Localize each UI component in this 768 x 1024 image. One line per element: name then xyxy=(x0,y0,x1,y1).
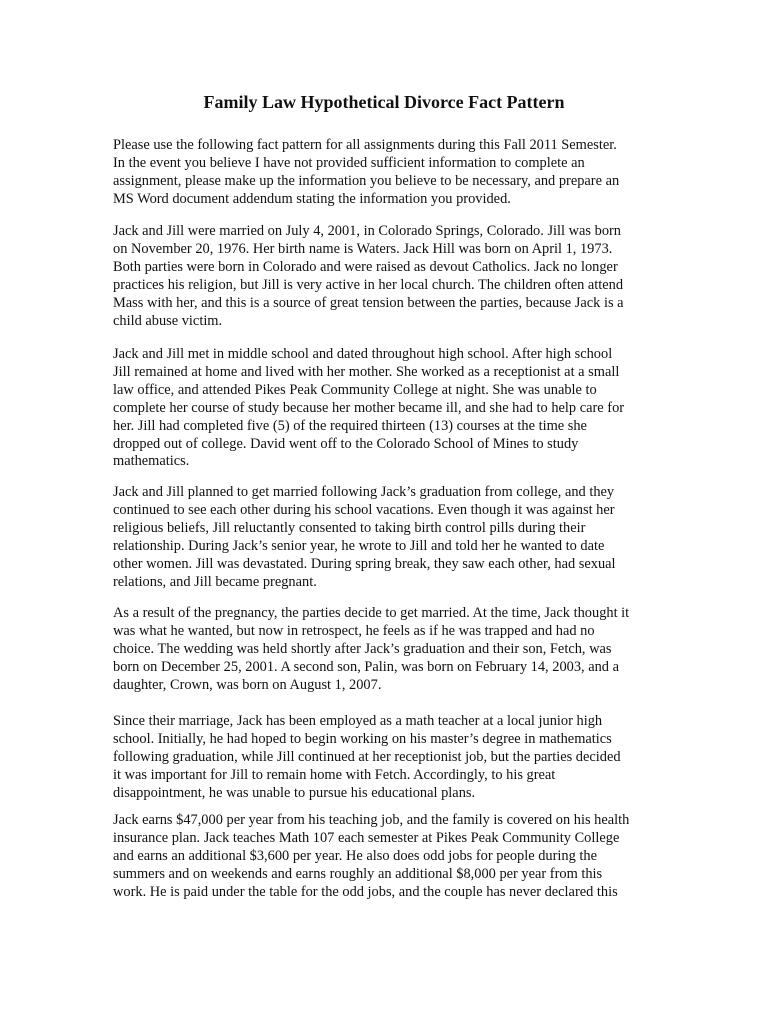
paragraph-income: Jack earns $47,000 per year from his teaching job, and the family is covered on his health insurance plan. Jack teaches Math 107 each semester at Pikes Peak Community College and earns an additional $3,600 per year. He also does odd jobs for people during the summers and on weekends and earns roughly an additional $8,000 per year from this work. He is paid under the table for the odd jobs, and the couple has never declared this xyxy=(113,812,630,900)
paragraph-instructions: Please use the following fact pattern for all assignments during this Fall 2011 Semester. In the event you believe I have not provided sufficient information to complete an assignment, please make up the information you believe to be necessary, and prepare an MS Word document addendum stating the information you provided. xyxy=(113,137,620,207)
paragraph-marriage-facts: Jack and Jill were married on July 4, 2001, in Colorado Springs, Colorado. Jill was born on November 20, 1976. Her birth name is Waters. Jack Hill was born on April 1, 1973. Both parties were born in Colorado and were raised as devout Catholics. Jack no longer practices his religion, but Jill is very active in her local church. The children often attend Mass with her, and this is a source of great tension between the parties, because Jack is a child abuse victim. xyxy=(113,223,624,329)
paragraph-relationship: Jack and Jill planned to get married following Jack’s graduation from college, and they continued to see each other during his school vacations. Even though it was against her religious beliefs, Jill reluctantly consented to taking birth control pills during their relationship. During Jack’s senior year, he wrote to Jill and told her he wanted to date other women. Jill was devastated. During spring break, they saw each other, had sexual relations, and Jill became pregnant. xyxy=(113,484,616,590)
paragraph-background: Jack and Jill met in middle school and dated throughout high school. After high school Jill remained at home and lived with her mother. She worked as a receptionist at a small law office, and attended Pikes Peak Community College at night. She was unable to complete her course of study because her mother became ill, and she had to help care for her. Jill had completed five (5) of the required thirteen (13) courses at the time she dropped out of college. David went off to the Colorado School of Mines to study mathematics. xyxy=(113,346,625,470)
paragraph-employment: Since their marriage, Jack has been employed as a math teacher at a local junior high school. Initially, he had hoped to begin working on his master’s degree in mathematics following graduation, while Jill continued at her receptionist job, but the parties decided it was important for Jill to remain home with Fetch. Accordingly, to his great disappointment, he was unable to pursue his educational plans. xyxy=(113,713,621,801)
paragraph-children: As a result of the pregnancy, the parties decide to get married. At the time, Jack thought it was what he wanted, but now in retrospect, he feels as if he was trapped and had no choice. The wedding was held shortly after Jack’s graduation and their son, Fetch, was born on December 25, 2001. A second son, Palin, was born on February 14, 2003, and a daughter, Crown, was born on August 1, 2007. xyxy=(113,605,630,693)
document-title: Family Law Hypothetical Divorce Fact Pattern xyxy=(203,92,565,112)
